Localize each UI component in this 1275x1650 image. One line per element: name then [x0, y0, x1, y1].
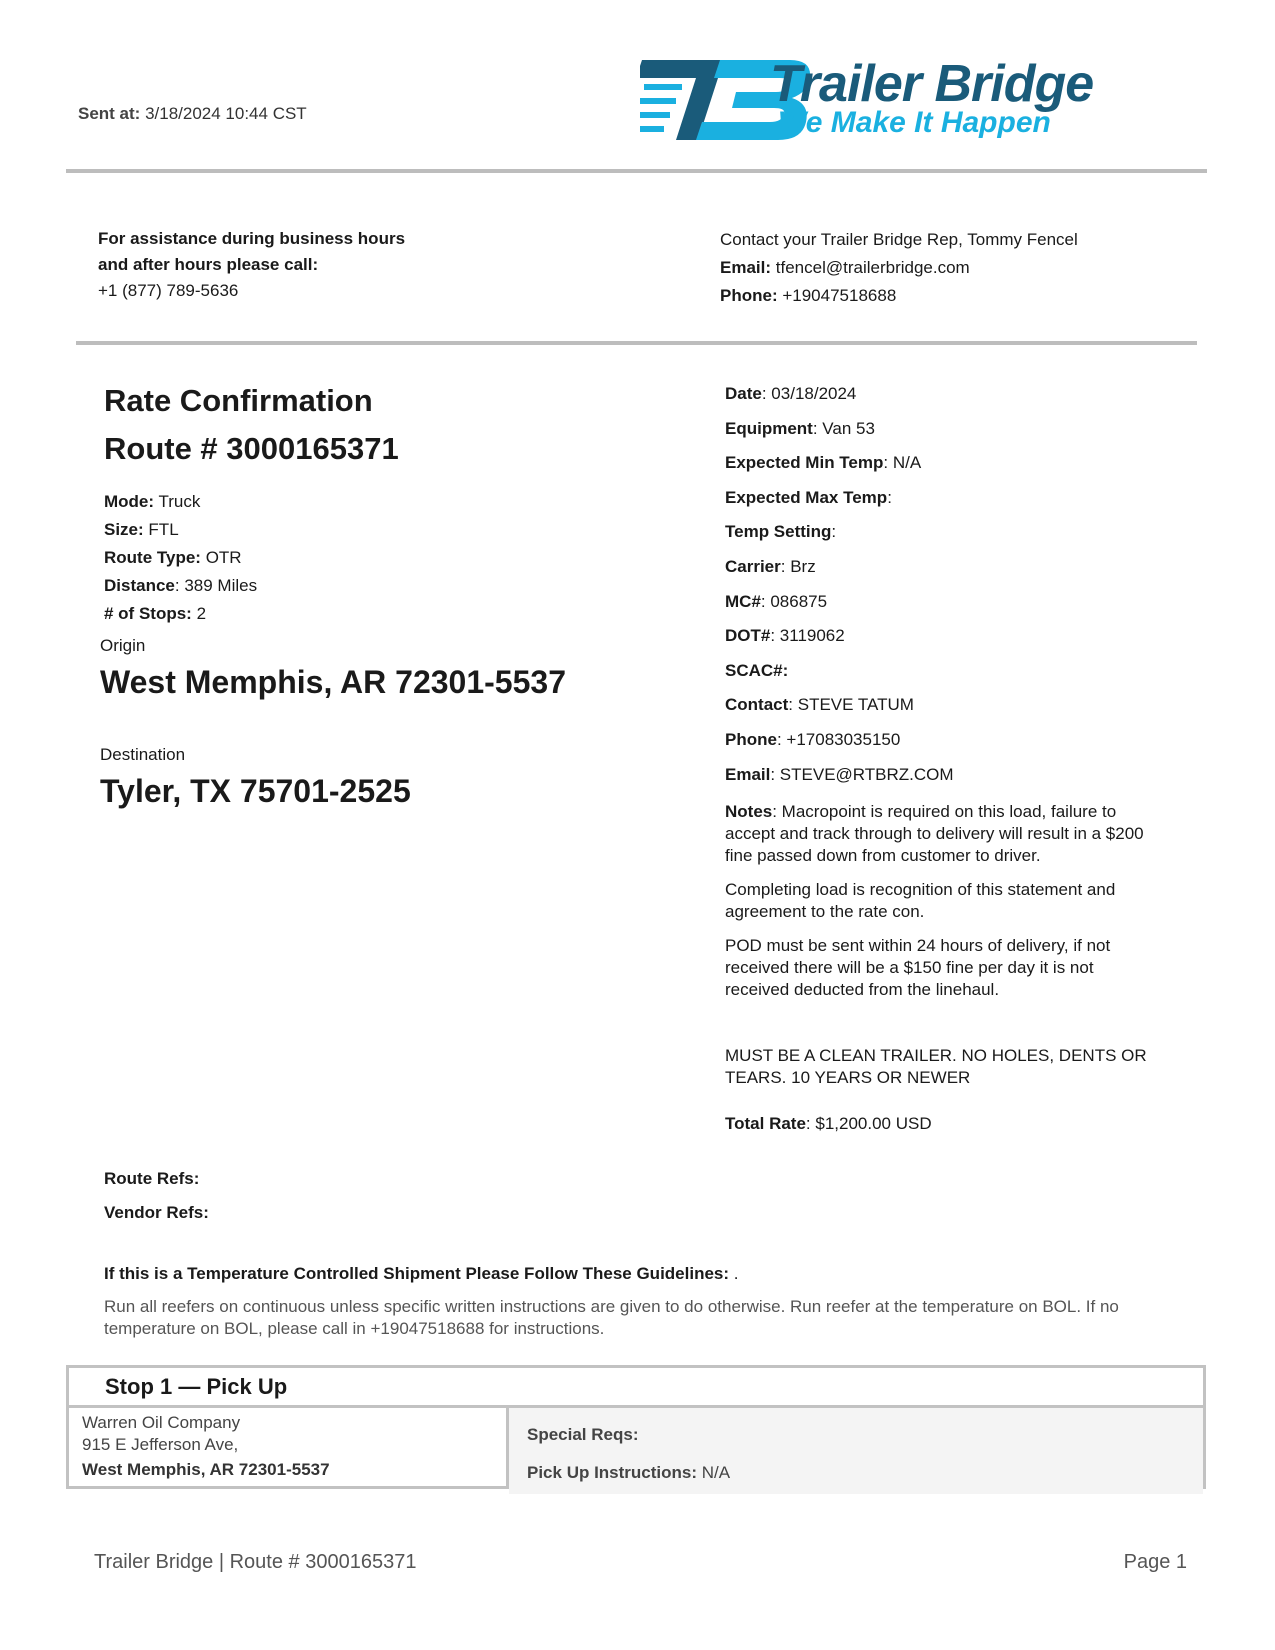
spec-value: OTR [205, 548, 242, 567]
detail-value: : STEVE TATUM [788, 695, 914, 715]
section-divider [76, 341, 1197, 345]
detail-label: Phone [725, 729, 777, 749]
refs-block [104, 1162, 209, 1230]
rep-email[interactable]: tfencel@trailerbridge.com [775, 258, 970, 277]
detail-carrier [725, 557, 1165, 592]
spec-mode [104, 488, 257, 516]
pickup-instructions [527, 1454, 1203, 1492]
detail-temp-setting [725, 522, 1165, 557]
rep-phone[interactable]: +19047518688 [782, 286, 897, 305]
detail-phone [725, 730, 1165, 765]
rep-phone-row [720, 282, 1220, 310]
detail-value: : 3119062 [770, 626, 845, 646]
detail-email [725, 765, 1165, 800]
page-title: Rate Confirmation [104, 383, 373, 418]
stop-city: West Memphis, AR 72301-5537 [82, 1460, 330, 1479]
spec-route-type [104, 544, 257, 572]
detail-label: Temp Setting [725, 522, 832, 542]
detail-label: Equipment [725, 418, 813, 438]
spec-label: Distance [104, 576, 175, 595]
rep-line: Contact your Trailer Bridge Rep, Tommy Fencel [720, 230, 1078, 249]
detail-label: Expected Min Temp [725, 453, 884, 473]
assistance-line-2: and after hours please call: [98, 255, 319, 274]
spec-label: # of Stops: [104, 604, 192, 623]
origin-city: West Memphis, AR 72301-5537 [100, 664, 566, 700]
temp-guidelines-text: Run all reefers on continuous unless specific written instructions are given to do otherwise. Run reefer at the temperature on BOL. If no temperature on BOL, please call in +19047518688 for instructions. [104, 1297, 1119, 1338]
logo-tagline: We Make It Happen [778, 106, 1051, 139]
notes-paragraph-1 [725, 801, 1155, 867]
detail-date [725, 384, 1165, 419]
notes-text-1: : Macropoint is required on this load, failure to accept and track through to delivery will result in a $200 fine passed down from customer to driver. [725, 802, 1144, 865]
detail-label: MC# [725, 591, 761, 611]
stop-requirements [509, 1408, 1203, 1494]
detail-min-temp [725, 453, 1165, 488]
assistance-line-1: For assistance during business hours [98, 229, 406, 248]
stop-address [69, 1408, 509, 1486]
spec-value: : 389 Miles [174, 576, 258, 595]
stop-header [69, 1368, 1203, 1408]
vendor-refs-label: Vendor Refs: [104, 1203, 209, 1222]
trailer-bridge-logo [640, 55, 1200, 148]
detail-value: : [887, 487, 892, 507]
spec-value: Truck [158, 492, 201, 511]
detail-label: DOT# [725, 626, 771, 646]
detail-max-temp [725, 488, 1165, 523]
detail-value: : [831, 522, 837, 542]
header-divider [66, 169, 1207, 173]
spec-value: 2 [196, 604, 207, 623]
total-rate [725, 1114, 932, 1134]
route-specs [104, 488, 257, 628]
total-rate-label: Total Rate [725, 1114, 806, 1133]
detail-label: SCAC#: [725, 660, 789, 680]
spec-distance [104, 572, 257, 600]
route-number: Route # 3000165371 [104, 431, 399, 466]
detail-label: Contact [725, 695, 789, 715]
destination-city: Tyler, TX 75701-2525 [100, 773, 411, 809]
detail-mc [725, 592, 1165, 627]
detail-dot [725, 626, 1165, 661]
destination-label: Destination [100, 745, 186, 764]
sent-at [78, 104, 307, 124]
temp-guidelines-heading [104, 1264, 739, 1284]
spec-size [104, 516, 257, 544]
detail-value: : N/A [883, 453, 922, 473]
detail-value: : 086875 [760, 591, 828, 611]
detail-contact [725, 695, 1165, 730]
spec-stops [104, 600, 257, 628]
detail-scac [725, 661, 1165, 696]
footer-route: Trailer Bridge | Route # 3000165371 [94, 1551, 417, 1573]
page-number: Page 1 [1123, 1551, 1187, 1573]
spec-label: Mode: [104, 492, 155, 511]
rep-phone-label: Phone: [720, 286, 778, 305]
rep-block [720, 226, 1220, 310]
total-rate-value: : $1,200.00 USD [805, 1114, 932, 1133]
stop-card [66, 1365, 1206, 1489]
rep-email-row [720, 254, 1220, 282]
sent-at-value: 3/18/2024 10:44 CST [145, 104, 307, 123]
detail-label: Carrier [725, 556, 781, 576]
spec-label: Route Type: [104, 548, 201, 567]
notes-block [725, 801, 1155, 1013]
origin-label: Origin [100, 636, 146, 655]
pickup-instructions-label: Pick Up Instructions: [527, 1463, 698, 1482]
notes-paragraph-2: Completing load is recognition of this statement and agreement to the rate con. [725, 880, 1116, 921]
notes-paragraph-3: POD must be sent within 24 hours of delivery, if not received there will be a $150 fine per day it is not received deducted from the linehaul. [725, 936, 1111, 999]
special-reqs-label: Special Reqs: [527, 1425, 639, 1444]
logo-name: Trailer Bridge [770, 55, 1094, 113]
temp-heading-suffix: . [729, 1264, 739, 1283]
assistance-phone[interactable]: +1 (877) 789-5636 [98, 281, 239, 300]
spec-value: FTL [148, 520, 179, 539]
stop-street: 915 E Jefferson Ave, [82, 1435, 239, 1454]
pickup-instructions-value: N/A [697, 1463, 731, 1482]
rep-email-label: Email: [720, 258, 772, 277]
detail-value: : Brz [780, 556, 816, 576]
stop-company: Warren Oil Company [82, 1413, 241, 1432]
spec-label: Size: [104, 520, 144, 539]
detail-value[interactable]: : STEVE@RTBRZ.COM [770, 764, 954, 784]
detail-value: : 03/18/2024 [761, 384, 857, 403]
notes-label: Notes [725, 802, 773, 821]
detail-value[interactable]: : +17083035150 [776, 729, 901, 749]
route-refs-label: Route Refs: [104, 1169, 200, 1188]
trailer-requirement: MUST BE A CLEAN TRAILER. NO HOLES, DENTS OR TEARS. 10 YEARS OR NEWER [725, 1046, 1147, 1087]
detail-label: Date [725, 384, 762, 403]
assistance-block [98, 226, 538, 304]
detail-label: Expected Max Temp [725, 487, 888, 507]
stop-title: Stop 1 — Pick Up [105, 1374, 288, 1399]
sent-at-label: Sent at: [78, 104, 141, 123]
load-details [725, 384, 1165, 799]
temp-heading-text: If this is a Temperature Controlled Shipment Please Follow These Guidelines: [104, 1264, 730, 1283]
detail-value: : Van 53 [812, 418, 875, 438]
detail-label: Email [725, 764, 771, 784]
detail-equipment [725, 419, 1165, 454]
